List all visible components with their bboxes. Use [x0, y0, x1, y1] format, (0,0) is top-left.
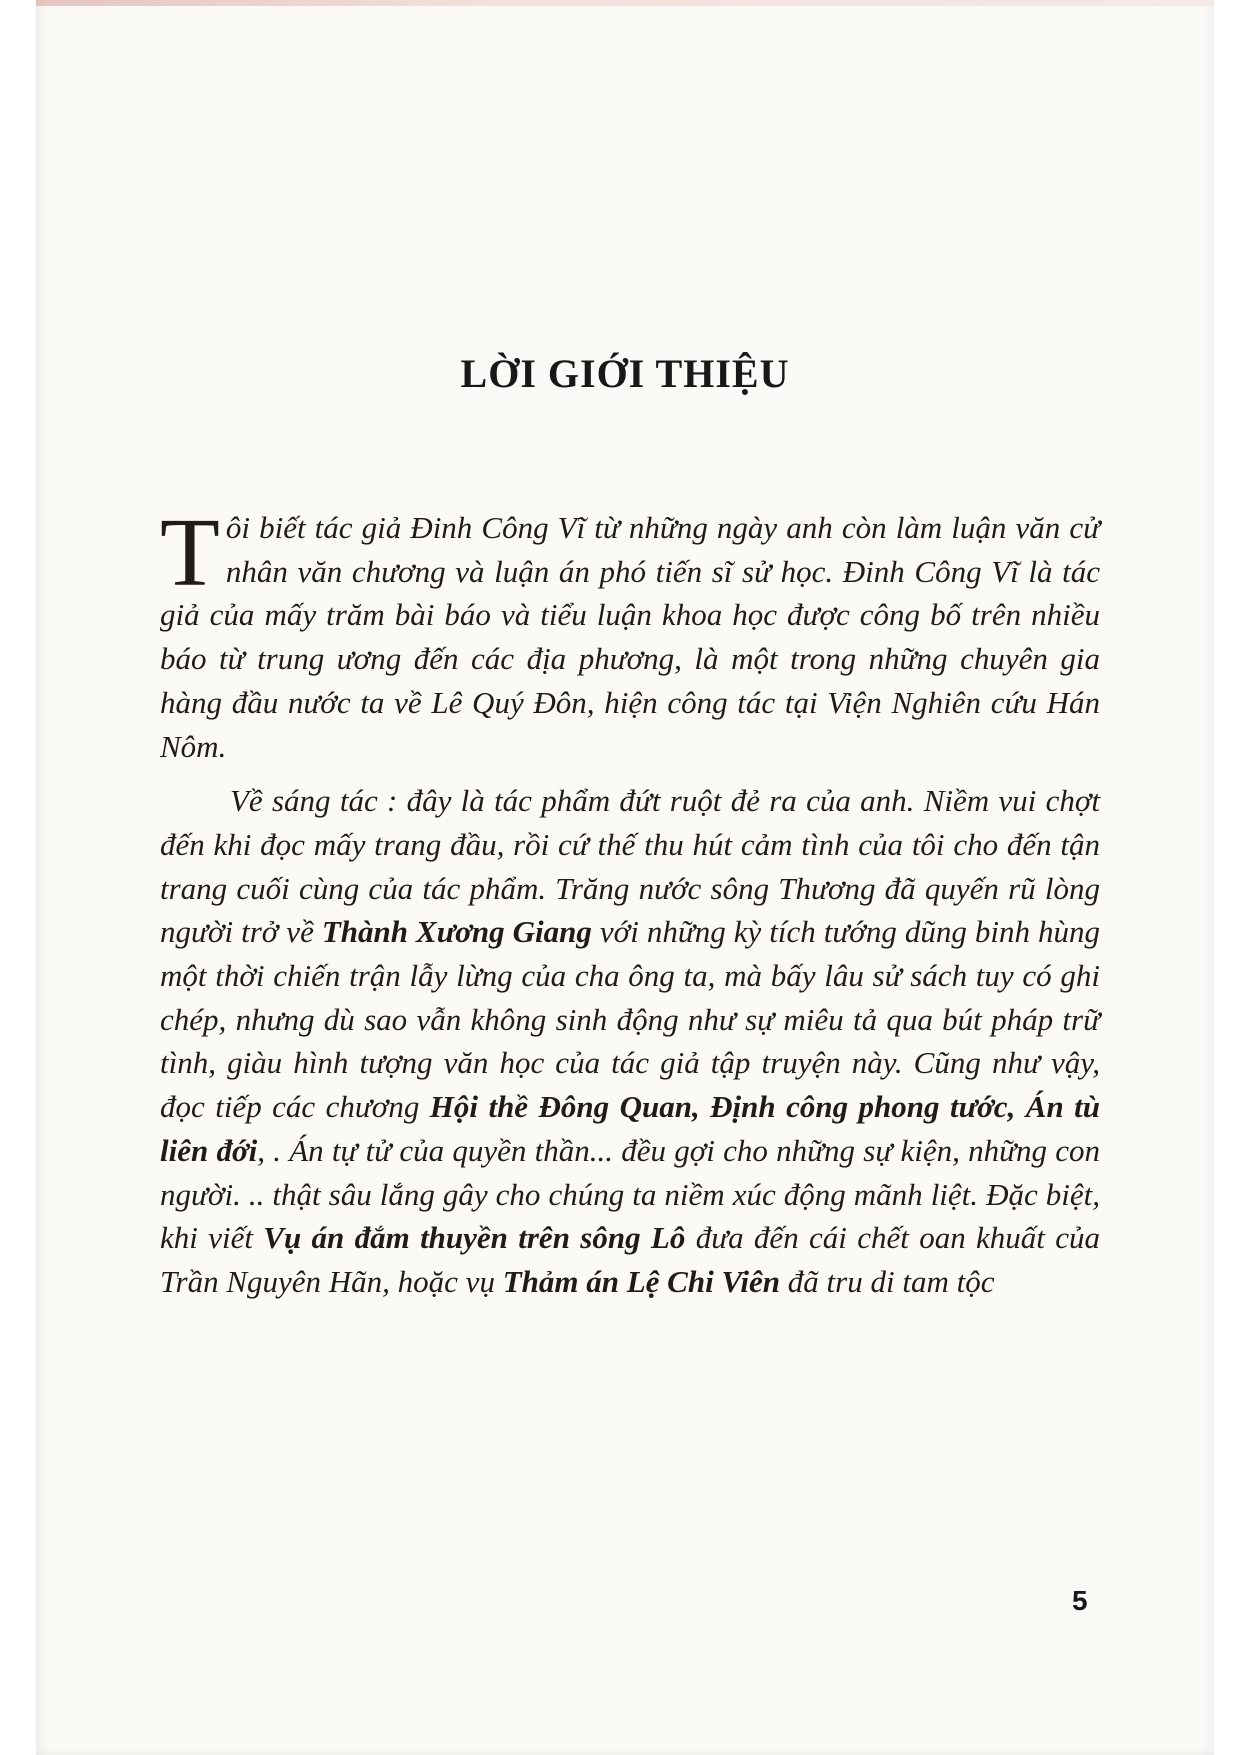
page-number: 5	[1072, 1585, 1088, 1616]
page-top-edge	[36, 0, 1214, 6]
drop-cap: T	[160, 499, 220, 607]
paragraph-2-segment: đã tru di tam tộc	[780, 1263, 995, 1299]
paragraph-2-segment: đưa đến cái chết oan khuất của Trần Nguyên Hãn, hoặc vụ	[160, 1220, 1101, 1299]
bold-term-chapters: Hội thề Đông Quan, Định công phong tước, Án tù liên đới	[160, 1089, 1100, 1168]
paragraph-2	[160, 779, 1100, 1303]
paragraph-1-text: ôi biết tác giả Đinh Công Vĩ từ những ngày anh còn làm luận văn cử nhân văn chương và luận án phó tiến sĩ sử học. Đinh Công Vĩ là tác giả của mấy trăm bài báo và tiểu luận khoa học được công bố trên nhiều báo từ trung ương đến các địa phương, là một trong những chuyên gia hàng đầu nước ta về Lê Quý Đôn, hiện công tác tại Viện Nghiên cứu Hán Nôm.	[160, 510, 1100, 764]
paragraph-1	[160, 499, 1100, 768]
bold-term-vu-an-dam-thuyen: Vụ án đắm thuyền trên sông Lô	[263, 1220, 686, 1256]
bold-term-tham-an-le-chi-vien: Thảm án Lệ Chi Viên	[502, 1263, 781, 1299]
paragraph-2-segment: , . Án tự tử của quyền thần... đều gợi cho những sự kiện, những con người. .. thật sâu lắng gây cho chúng ta niềm xúc động mãnh liệt. Đặc biệt, khi viết	[160, 1132, 1100, 1256]
paragraph-2-segment: với những kỳ tích tướng dũng binh hùng một thời chiến trận lẫy lừng của cha ông ta, mà bấy lâu sử sách tuy có ghi chép, nhưng dù sao vẫn không sinh động như sự miêu tả qua bút pháp trữ tình, giàu hình tượng văn học của tác giả tập truyện này. Cũng như vậy, đọc tiếp các chương	[160, 914, 1100, 1125]
book-page	[36, 0, 1214, 1755]
bold-term-thanh-xuong-giang: Thành Xương Giang	[321, 914, 592, 950]
paragraph-2-segment: Về sáng tác : đây là tác phẩm đứt ruột đẻ ra của anh. Niềm vui chợt đến khi đọc mấy trang đầu, rồi cứ thế thu hút cảm tình của tôi cho đến tận trang cuối cùng của tác phẩm. Trăng nước sông Thương đã quyến rũ lòng người trở về	[160, 783, 1100, 950]
body-text	[160, 499, 1101, 1304]
page-title: LỜI GIỚI THIỆU	[460, 351, 790, 396]
